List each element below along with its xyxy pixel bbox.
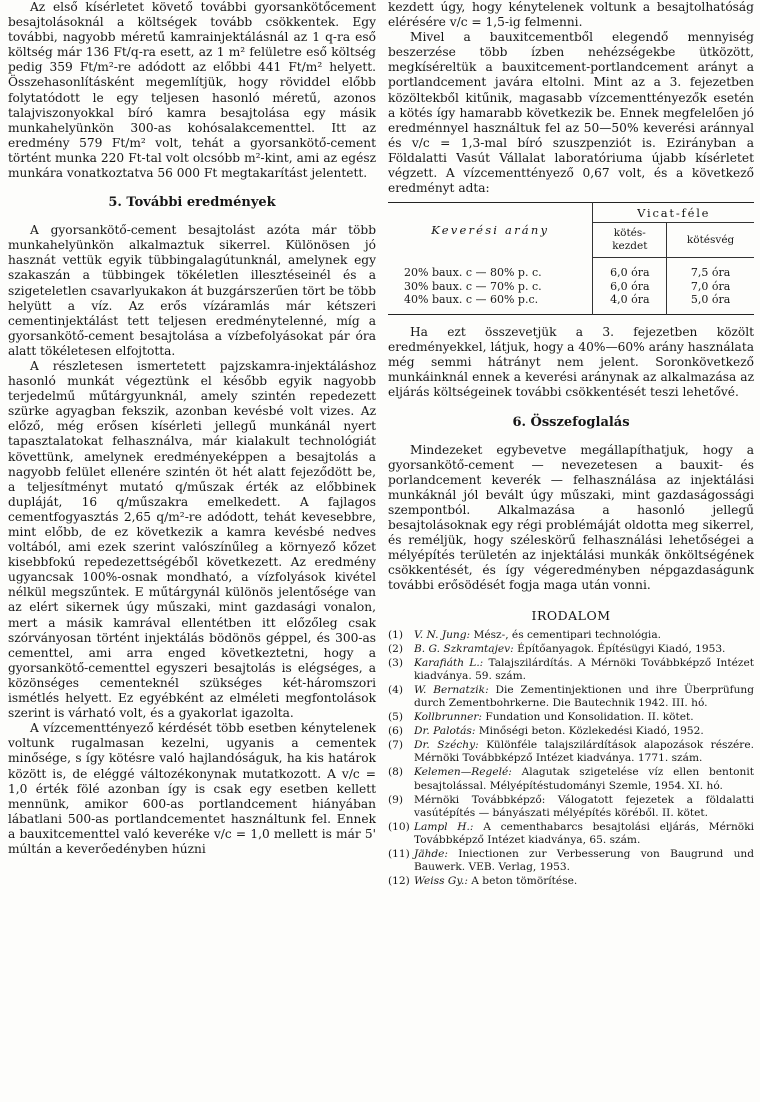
paragraph-mix-ratio: Mivel a bauxitcementből elegendő mennyiség beszerzése több ízben nehézségekbe ütközött, megkíséreltük a bauxitcement-portlandcement arányt a portlandcement javára eltolni. Mint az a 3. fejezetben közöltekből kitűnik, magasabb vízcementtényezők esetén a kötés így hamarabb következik be. Ennek megfelelően jó eredménnyel használtuk fel az 50—50% keverési aránnyal és v/c = 1,3-mal bíró szuszpenziót is. Ezirányban a Földalatti Vasút Vállalat laboratóriuma újabb kísérletet végzett. A vízcementtényező 0,67 volt, és a következő eredményt adta: [388, 30, 754, 196]
reference-author: Dr. Palotás: [414, 725, 476, 738]
reference-text: A beton tömörítése. [467, 875, 578, 888]
table-row [388, 258, 754, 280]
reference-number: (1) [388, 628, 404, 641]
reference-text: Építőanyagok. Építésügyi Kiadó, 1953. [513, 642, 726, 655]
reference-text: Die Zementinjektionen und ihre Überprüfung durch Zementbohrkerne. Die Bautechnik 1942. III. hó. [414, 683, 755, 709]
reference-number: (6) [388, 725, 404, 738]
setting-start-cell: 4,0 óra [593, 293, 667, 315]
mix-ratio-cell: 40% baux. c — 60% p.c. [388, 293, 593, 315]
table-row [388, 280, 754, 293]
reference-number: (9) [388, 793, 404, 806]
table-header-setting-end: kötésvég [667, 223, 754, 258]
table-header-mix-ratio: Keverési arány [388, 203, 593, 258]
reference-number: (12) [388, 875, 410, 888]
section-heading-6: 6. Összefoglalás [512, 414, 630, 430]
reference-number: (11) [388, 848, 410, 861]
left-column [8, 0, 376, 857]
setting-start-label: kötés- kezdet [612, 227, 648, 253]
reference-author: Kollbrunner: [414, 711, 483, 724]
section-heading-5: 5. További eredmények [108, 195, 276, 211]
reference-number: (7) [388, 739, 404, 752]
reference-number: (2) [388, 642, 404, 655]
reference-author: Kelemen—Regelé: [414, 766, 512, 779]
reference-item [388, 711, 754, 724]
reference-item [388, 725, 754, 738]
reference-item [388, 739, 754, 765]
reference-text: Talajszilárdítás. A Mérnöki Továbbképző Intézet kiadványa. 59. szám. [414, 656, 754, 682]
setting-end-cell: 5,0 óra [690, 292, 731, 306]
reference-item [388, 643, 754, 656]
paragraph-further-results: A gyorsankötő-cement besajtolást azóta már több munkahelyünkön alkalmaztuk sikerrel. Különösen jó hasznát vettük egyik tübbingalagútunknál, amelynek egy szakaszán a tübbingek tökéletlen illesztéseinél és a szigeteletlen csavarlyukakon át buzgárszerűen tört be több helyütt a víz. Az erős vízáramlás már kétszeri cementinjektálást tett teljesen eredménytelenné, míg a gyorsankötő-cement besajtolása a vízbefolyásokat pár óra alatt tökéletesen elfojtotta. [8, 223, 376, 358]
right-column [388, 0, 754, 889]
setting-time-table [388, 202, 754, 315]
table-header-setting-start [593, 223, 667, 258]
reference-text: Minőségi beton. Közlekedési Kiadó, 1952. [475, 725, 704, 738]
references-title: IRODALOM [531, 607, 611, 623]
reference-item [388, 629, 754, 642]
paragraph-continuation: kezdett úgy, hogy kénytelenek voltunk a besajtolhatóság elérésére v/c = 1,5-ig felmenni. [388, 0, 754, 30]
reference-number: (10) [388, 820, 410, 833]
reference-author: B. G. Szkramtajev: [414, 642, 514, 655]
reference-item [388, 684, 754, 710]
table-row [388, 293, 754, 315]
setting-end-cell: 7,5 óra [690, 266, 731, 280]
reference-text: A cementhabarcs besajtolási eljárás, Mérnöki Továbbképző Intézet kiadványa, 65. szám. [414, 820, 754, 846]
table-header-vicat: Vicat-féle [593, 203, 754, 223]
reference-number: (3) [388, 656, 404, 669]
setting-start-cell: 6,0 óra [593, 280, 667, 293]
reference-text: Mérnöki Továbbképző: Válogatott fejezetek a földalatti vasútépítés — bányászati mélyépítés köréből. II. kötet. [414, 793, 754, 819]
reference-item [388, 794, 754, 820]
reference-item [388, 875, 754, 888]
reference-text: Alagutak szigetelése víz ellen bentonit besajtolással. Mélyépítéstudományi Szemle, 1954. XI. hó. [414, 766, 754, 792]
reference-author: Lampl H.: [414, 820, 474, 833]
reference-text: Fundation und Konsolidation. II. kötet. [482, 711, 694, 724]
paragraph-water-cement-ratio: A vízcementtényező kérdését több esetben kénytelenek voltunk rugalmasan kezelni, ugyanis a cementek minősége, s így kötésre való hajlandóságuk, ha kis határok között is, de eléggé változékonynak mutatkozott. A v/c = 1,0 érték fölé azonban így is csak egy esetben kellett mennünk, amikor 600-as portlandcement hiányában lábatlani 500-as portlandcementet használtunk fel. Ennek a bauxitcementtel való keveréke v/c = 1,0 mellett is már 5' múltán a keverőedényben húzni [8, 721, 376, 856]
paragraph-costs: Az első kísérletet követő további gyorsankötőcement besajtolásoknál a költségek tovább csökkentek. Egy további, nagyobb méretű kamrainjektálásnál az 1 q-ra eső költség már 136 Ft/q-ra esett, az 1 m² felületre eső költség pedig 359 Ft/m²-re adódott az előbbi 441 Ft/m² helyett. Összehasonlításként megemlítjük, hogy röviddel előbb folytatódott le egy teljesen hasonló méretű, azonos talajviszonyokkal bíró kamra besajtolása egy másik munkahelyünkön 300-as kohósalakcementtel. Itt az eredmény 579 Ft/m² volt, tehát a gyorsankötő-cement történt munka 220 Ft-tal volt olcsóbb m²-kint, ami az egész munkára vonatkoztatva 56 000 Ft megtakarítást jelentett. [8, 0, 376, 181]
paragraph-summary: Mindezeket egybevetve megállapíthatjuk, hogy a gyorsankötő-cement — nevezetesen a bauxit- és porlandcement keverék — felhasználása az injektálási munkáknál jól bevált úgy műszaki, mint gazdaságossági szempontból. Alkalmazása a hasonló jellegű besajtolásoknak egy régi problémáját oldotta meg sikerrel, és reméljük, hogy széleskörű felhasználási lehetőségei a mélyépítés területén az injektálási munkák önköltségének csökkentését, és így végeredményben népgazdaságunk további erősödését fogja maga után vonni. [388, 442, 754, 593]
reference-text: Mész-, és cementipari technológia. [470, 628, 662, 641]
reference-text: Iniectionen zur Verbesserung von Baugrund und Bauwerk. VEB. Verlag, 1953. [414, 848, 754, 874]
reference-number: (5) [388, 711, 404, 724]
reference-author: V. N. Jung: [414, 628, 471, 641]
reference-item [388, 657, 754, 683]
reference-author: Dr. Széchy: [414, 739, 479, 752]
mix-ratio-cell: 30% baux. c — 70% p. c. [388, 280, 593, 293]
reference-number: (8) [388, 766, 404, 779]
reference-number: (4) [388, 683, 404, 696]
reference-author: W. Bernatzik: [414, 683, 489, 696]
references-list [388, 629, 754, 889]
reference-item [388, 766, 754, 792]
reference-item [388, 848, 754, 874]
paragraph-chamber-injection: A részletesen ismertetett pajzskamra-injektáláshoz hasonló munkát végeztünk el később egyik nagyobb terjedelmű műtárgyunknál, amely szintén repedezett szürke agyagban fekszik, azonban kevésbé volt vizes. Az előző, még erősen kísérleti jellegű munkánál nyert tapasztalatokat felhasználva, már kialakult technológiát követtünk, amelynek eredményeképpen a besajtolás a nagyobb felület ellenére szintén öt hét alatt fejeződött be, a teljesítményt mutató q/műszak érték az előbbinek dupláját, 16 q/műszakra emelkedett. A fajlagos cementfogyasztás 2,65 q/m²-re adódott, tehát kevesebbre, mint előbb, de ez következik a kamra kevésbé nedves voltából, ami ezek szerint valószínűleg a környező kőzet kisebbfokú repedezettségéből következett. Az eredmény ugyancsak 100%-osnak mondható, a vízfolyások kivétel nélkül megszűntek. E műtárgynál különös jelentősége van az elért sikernek úgy műszaki, mint gazdasági vonalon, mert a másik kamrával ellentétben itt előzőleg csak szórványosan történt injektálás bödönös géppel, és 300-as cementtel, ami arra enged következtetni, hogy a gyorsankötő-cementtel egyszeri besajtolás is elégséges, a közönséges cementeknél szükséges két-háromszori ismétlés helyett. Ez egyébként az elméleti megfontolások szerint is várható volt, és a gyakorlat igazolta. [8, 358, 376, 721]
setting-start-cell: 6,0 óra [593, 258, 667, 280]
reference-item [388, 821, 754, 847]
reference-author: Jähde: [414, 848, 449, 861]
mix-ratio-cell: 20% baux. c — 80% p. c. [388, 258, 593, 280]
reference-author: Karafiáth L.: [414, 656, 484, 669]
paragraph-comparison: Ha ezt összevetjük a 3. fejezetben közölt eredményekkel, látjuk, hogy a 40%—60% arány használata még semmi hátrányt nem jelent. Soronkövetkező munkáinknál ennek a keverési aránynak az alkalmazása az eljárás költségeinek további csökkentését teszi lehetővé. [388, 325, 754, 400]
reference-author: Weiss Gy.: [414, 875, 468, 888]
setting-end-cell: 7,0 óra [690, 279, 731, 293]
reference-text: Különféle talajszilárdítások alapozások részére. Mérnöki Továbbképző Intézet kiadványa. 1771. szám. [414, 739, 754, 765]
